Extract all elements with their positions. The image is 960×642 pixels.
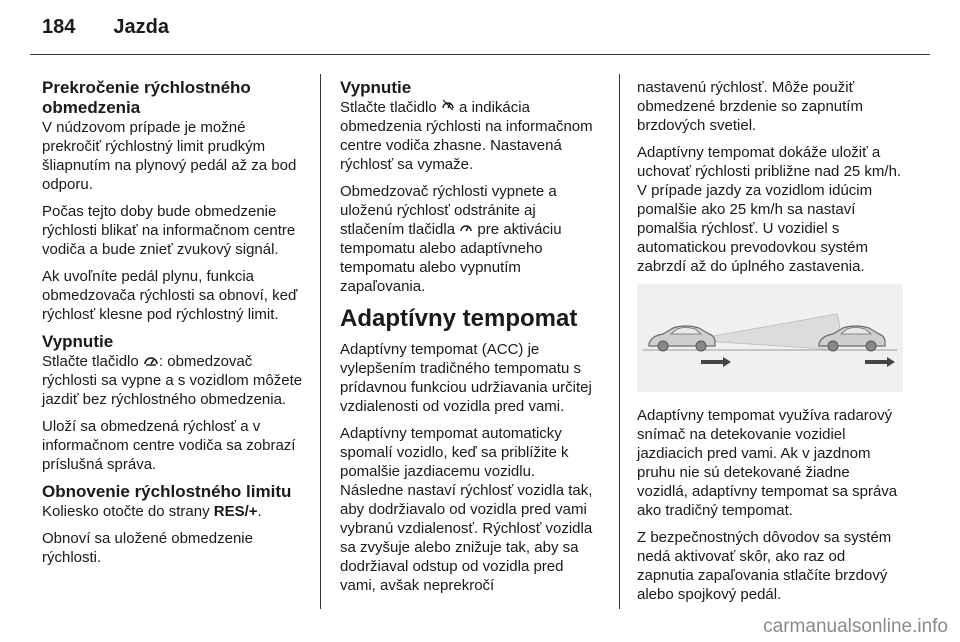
paragraph: Adaptívny tempomat využíva radarový snímač na detekovanie vozidiel jazdiacich pred vami. Ak v jazdnom pruhu nie sú detekované žiadne vozidlá, adaptívny tempomat sa správa ako tradičný tempomat. [637, 407, 898, 519]
paragraph: Uloží sa obmedzená rýchlosť a v informačnom centre vodiča sa zobrazí príslušná správa. [42, 418, 296, 473]
paragraph: Adaptívny tempomat dokáže uložiť a uchovať rýchlosti približne nad 25 km/h. V prípade jazdy za vozidlom idúcim pomalšie ako 25 km/h sa nastaví pomalšia rýchlosť. U vozidiel s automatickou prevodovkou systém zabrzdí až do úplného zastavenia. [637, 144, 902, 275]
paragraph: Z bezpečnostných dôvodov sa systém nedá aktivovať skôr, ako raz od zapnutia zapaľovania stlačíte brzdový alebo spojkový pedál. [637, 529, 892, 603]
page-number: 184 [42, 16, 76, 38]
acc-illustration [637, 284, 903, 392]
watermark: carmanualsonline.info [763, 616, 948, 637]
paragraph: Stlačte tlačidlo a indikácia obmedzenia rýchlosti na informačnom centre vodiča zhasne. Nastavená rýchlosť sa vymaže. [340, 99, 593, 173]
speed-limiter-icon [143, 352, 159, 371]
paragraph: Koliesko otočte do strany RES/+. [42, 503, 262, 520]
limiter-off-icon [441, 98, 455, 117]
paragraph: nastavenú rýchlosť. Môže použiť obmedzené brzdenie so zapnutím brzdových svetiel. [637, 79, 863, 134]
header-divider [30, 54, 930, 55]
section-heading: Prekročenie rýchlostného obmedzenia [42, 78, 251, 117]
column-middle [340, 78, 602, 603]
paragraph: Adaptívny tempomat automaticky spomalí vozidlo, keď sa priblížite k pomalšie jazdiacemu vozidlu. Následne nastaví rýchlosť vozidla tak, aby dodržiavalo od vozidla pred vami vybranú vzdialenosť. Rýchlosť vozidla sa zvyšuje alebo znižuje tak, aby sa dodržiaval odstup od vozidla pred vami, avšak neprekročí [340, 425, 593, 594]
cruise-control-icon [459, 220, 473, 239]
paragraph: Počas tejto doby bude obmedzenie rýchlosti blikať na informačnom centre vodiča a bude znieť zvukový signál. [42, 203, 296, 258]
column-divider [619, 74, 620, 609]
section-heading: Obnovenie rýchlostného limitu [42, 482, 292, 501]
column-right [637, 78, 903, 612]
column-left [42, 78, 304, 575]
section-heading-large: Adaptívny tempomat [340, 305, 578, 332]
paragraph: Stlačte tlačidlo : obmedzovač rýchlosti sa vypne a s vozidlom môžete jazdiť bez rýchlostného obmedzenia. [42, 353, 303, 408]
chapter-title: Jazda [113, 16, 169, 38]
paragraph: Obnoví sa uložené obmedzenie rýchlosti. [42, 530, 253, 566]
paragraph: V núdzovom prípade je možné prekročiť rýchlostný limit prudkým šliapnutím na plynový pedál až za bod odporu. [42, 119, 297, 193]
column-divider [320, 74, 321, 609]
section-heading: Vypnutie [340, 78, 412, 97]
page-header [42, 16, 169, 52]
paragraph: Ak uvoľníte pedál plynu, funkcia obmedzovača rýchlosti sa obnoví, keď rýchlosť klesne pod rýchlostný limit. [42, 268, 298, 323]
section-heading: Vypnutie [42, 332, 114, 351]
paragraph: Obmedzovač rýchlosti vypnete a uloženú rýchlosť odstránite aj stlačením tlačidla pre aktiváciu tempomatu alebo adaptívneho tempomatu alebo vypnutím zapaľovania. [340, 183, 562, 295]
paragraph: Adaptívny tempomat (ACC) je vylepšením tradičného tempomatu s prídavnou funkciou udržiavania určitej vzdialenosti od vozidla pred vami. [340, 341, 592, 415]
